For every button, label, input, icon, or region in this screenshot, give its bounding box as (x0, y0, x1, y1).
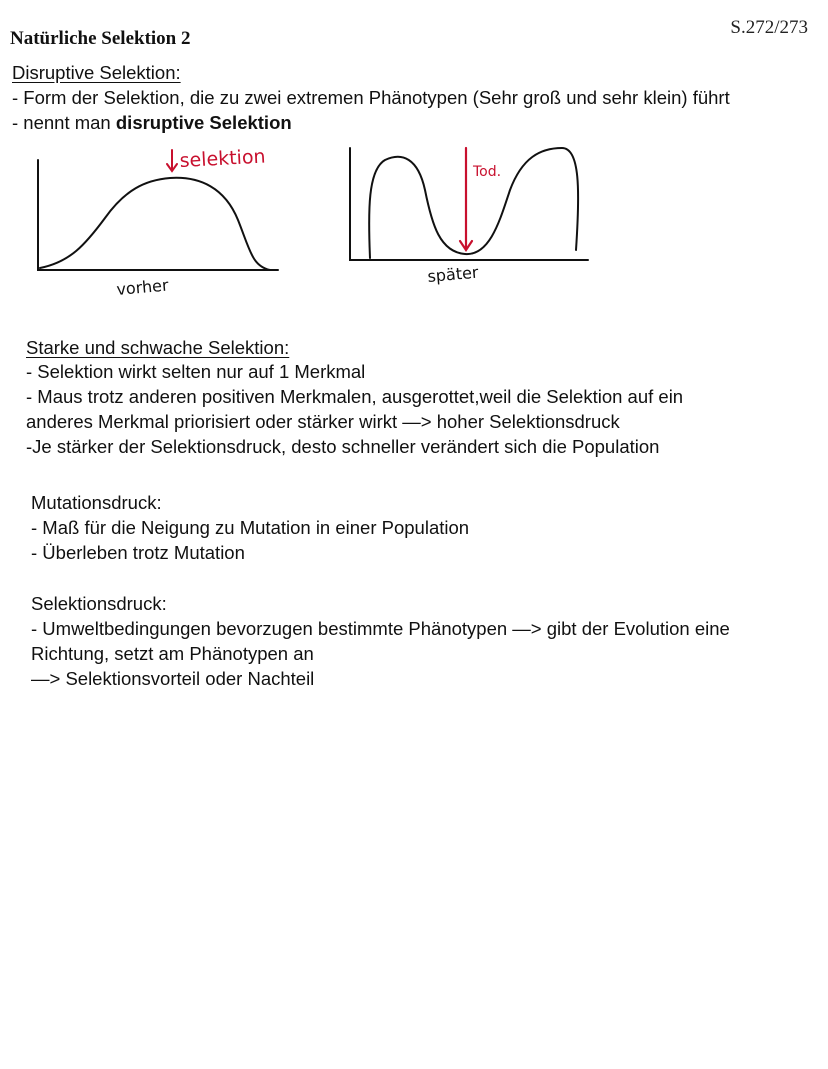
section-heading-disruptive: Disruptive Selektion: (12, 62, 181, 83)
strong-weak-line-2: - Maus trotz anderen positiven Merkmalen, ausgerottet,weil die Selektion auf ein (26, 386, 684, 407)
disruptive-term: disruptive Selektion (115, 112, 292, 133)
sketch-before-caption: vorher (115, 275, 170, 299)
sketch-before-curve (40, 178, 270, 270)
sketch-after (340, 140, 600, 300)
sketch-before-arrow (167, 150, 177, 171)
sketch-before (30, 140, 290, 305)
sketch-after-arrow-label: Tod. (473, 164, 502, 180)
mutation-line-2: - Überleben trotz Mutation (31, 542, 245, 563)
disruptive-bullet-1: - Form der Selektion, die zu zwei extremen Phänotypen (Sehr groß und sehr klein) führt (12, 87, 730, 108)
strong-weak-line-3: anderes Merkmal priorisiert oder stärker wirkt —> hoher Selektionsdruck (26, 411, 620, 432)
selection-pressure-line-2: Richtung, setzt am Phänotypen an (31, 643, 314, 664)
page-reference: S.272/273 (730, 17, 808, 38)
selection-pressure-line-1: - Umweltbedingungen bevorzugen bestimmte Phänotypen —> gibt der Evolution eine (31, 618, 730, 639)
mutation-line-1: - Maß für die Neigung zu Mutation in einer Population (31, 517, 470, 538)
section-heading-selection-pressure: Selektionsdruck: (31, 593, 167, 614)
page-title: Natürliche Selektion 2 (10, 28, 191, 49)
disruptive-bullet-2-text: - nennt man (12, 112, 116, 133)
sketch-after-caption: später (426, 262, 480, 286)
section-heading-strong-weak: Starke und schwache Selektion: (26, 337, 290, 358)
strong-weak-line-4: -Je stärker der Selektionsdruck, desto schneller verändert sich die Population (26, 436, 660, 457)
strong-weak-line-1: - Selektion wirkt selten nur auf 1 Merkmal (26, 361, 366, 382)
sketch-after-arrow (460, 148, 472, 250)
selection-pressure-line-3: —> Selektionsvorteil oder Nachteil (31, 668, 315, 689)
disruptive-bullet-2 (12, 110, 292, 135)
section-heading-mutation: Mutationsdruck: (31, 492, 162, 513)
sketch-before-arrow-label: selektion (179, 145, 267, 172)
sketch-after-axes (350, 148, 588, 260)
